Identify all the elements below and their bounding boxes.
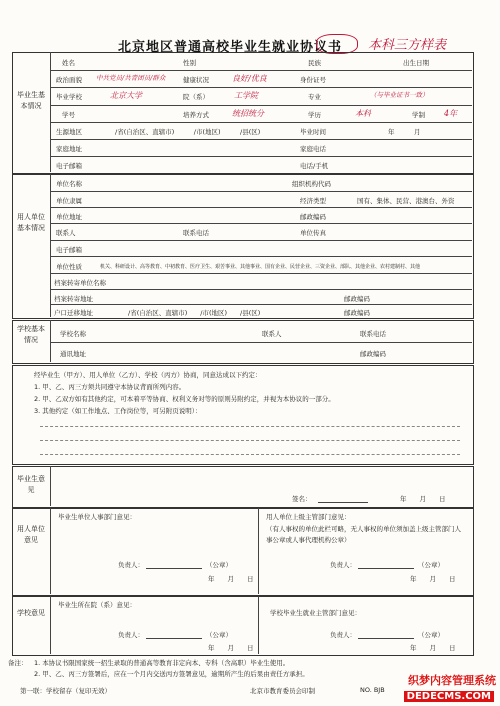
value-train: 统招统分: [232, 109, 264, 118]
watermark-site: 织梦内容管理系统: [408, 674, 496, 687]
agreement-block: [12, 365, 474, 465]
label-sid: 学号: [62, 111, 75, 119]
label-employer-name: 单位名称: [56, 180, 82, 188]
section-school-opinion: 学校意见: [17, 609, 45, 617]
label-ethnicity: 民族: [308, 59, 321, 67]
employer-superior-seal: （公章）: [418, 561, 444, 569]
label-gender: 性别: [183, 59, 196, 67]
label-employer-post: 邮政编码: [300, 213, 326, 221]
label-employer-addr: 单位地址: [56, 213, 82, 221]
label-employer-fax: 单位传真: [300, 229, 326, 237]
notes-item-2: 2. 甲、乙、丙三方签署后，应在一个月内交送丙方签署意见，逾期所产生的后果由责任方承担。: [34, 670, 309, 678]
value-years: 4年: [444, 109, 458, 118]
page-title: 北京地区普通高校毕业生就业协议书: [118, 40, 343, 55]
label-major: 专业: [308, 93, 321, 101]
value-nature-options: 机关、科研设计、高等教育、中初教育、医疗卫生、艰苦事业、其他事业、国有企业、民营企业、三资企业、部队、其他企业、农村建制村、其他: [100, 264, 421, 270]
employer-superior-person-label: 负责人：: [330, 561, 356, 569]
label-school: 毕业学校: [56, 93, 82, 101]
label-birth: 出生日期: [403, 59, 429, 67]
label-archive-post: 邮政编码: [344, 295, 370, 303]
label-school-addr: 通讯地址: [60, 350, 86, 358]
value-econ-options: 国有、集体、民营、港澳台、外资: [357, 197, 455, 205]
label-degree: 学历: [308, 111, 321, 119]
employer-superior-date: 年 月 日: [410, 575, 456, 583]
employer-hr-opinion-label: 毕业生单位人事部门意见：: [58, 513, 136, 521]
label-school-name: 学校名称: [60, 330, 86, 338]
handwritten-title-note: 本科三方样表: [368, 38, 447, 53]
section-school-label: 学校基本情况: [17, 325, 45, 344]
signature-label: 签名：: [292, 495, 312, 503]
label-school-contact: 联系人: [262, 330, 282, 338]
label-employer-belong: 单位隶属: [56, 197, 82, 205]
label-hukou-addr: 户口迁移地址: [54, 309, 93, 317]
label-hukou-post: 邮政编码: [344, 309, 370, 317]
value-major: （与毕业证书一致）: [370, 91, 429, 99]
footer-printer: 北京市教育委员会印制: [250, 687, 315, 695]
school-dept-seal: （公章）: [206, 631, 232, 639]
label-employer-contact: 联系人: [56, 229, 76, 237]
label-archive-addr: 档案转寄地址: [54, 295, 93, 303]
agreement-clause-3: 3. 其他约定（如工作地点、工作岗位等，可另附页说明）：: [34, 407, 202, 415]
footer-copy-label: 第一联：学校留存（复印无效）: [20, 687, 111, 695]
label-name: 姓名: [62, 59, 75, 67]
school-office-seal: （公章）: [418, 631, 444, 639]
label-employer-email: 电子邮箱: [56, 246, 82, 254]
label-home-phone: 家庭电话: [300, 145, 326, 153]
label-years: 学制: [412, 111, 425, 119]
employer-hr-seal: （公章）: [206, 561, 232, 569]
school-dept-date: 年 月 日: [208, 644, 254, 652]
label-employer-phone: 联系电话: [183, 229, 209, 237]
value-origin-template: /省(自治区、直辖市) /市(地区) /县(区): [115, 128, 261, 136]
label-politics: 政治面貌: [56, 76, 82, 84]
label-employer-nature: 单位性质: [56, 263, 82, 271]
label-econ-type: 经济类型: [300, 197, 326, 205]
school-dept-person-label: 负责人：: [118, 631, 144, 639]
employer-hr-date: 年 月 日: [208, 575, 254, 583]
employer-hr-person-label: 负责人：: [118, 561, 144, 569]
agreement-clause-2: 2. 甲、乙双方如有其他约定，可本着平等协商、权利义务对等的原则另附约定，并视为本协议的一部分。: [34, 395, 335, 403]
employer-superior-note: （有人事权的单位此栏可略，无人事权的单位须加盖上级主管部门人事公章或人事代理机构公章）: [266, 525, 461, 544]
label-home-addr: 家庭地址: [56, 145, 82, 153]
title-circle-mark: [316, 34, 358, 54]
watermark-domain: DEDECMS.COM: [404, 691, 494, 702]
section-student-opinion: 毕业生意见: [17, 475, 45, 494]
value-grad-time-template: 年 月: [388, 128, 421, 136]
employer-superior-opinion-label: 用人单位上级主管部门意见：: [266, 513, 351, 521]
label-school-phone: 联系电话: [360, 330, 386, 338]
section-employer-opinion: 用人单位意见: [17, 525, 45, 544]
label-grad-time: 毕业时间: [300, 128, 326, 136]
value-degree: 本科: [355, 109, 371, 118]
label-mobile: 电话/手机: [300, 162, 329, 170]
signature-date: 年 月 日: [400, 495, 446, 503]
agreement-intro: 经毕业生（甲方）、用人单位（乙方）、学校（丙方）协商，同意达成以下约定：: [34, 371, 262, 379]
label-archive-unit: 档案转寄单位名称: [54, 279, 106, 287]
footer-number: NO. BJB: [360, 686, 385, 694]
value-health: 良好/优良: [232, 74, 267, 83]
notes-item-1: 1. 本协议书限国家统一招生录取的普通高等教育非定向本、专科（含高职）毕业生使用。: [34, 659, 290, 667]
label-email: 电子邮箱: [56, 162, 82, 170]
value-politics: 中共党员/共青团员/群众: [96, 74, 166, 82]
school-dept-opinion-label: 毕业生所在院（系）意见：: [58, 601, 136, 609]
value-college: 工学院: [234, 91, 258, 100]
school-office-opinion-label: 学校毕业生就业主管部门意见：: [270, 609, 361, 617]
label-id: 身份证号: [300, 76, 326, 84]
label-org-code: 组织机构代码: [292, 180, 331, 188]
label-health: 健康状况: [183, 76, 209, 84]
section-employer-label: 用人单位基本情况: [17, 213, 45, 232]
section-student-label: 毕业生基本情况: [17, 91, 45, 110]
school-office-person-label: 负责人：: [330, 631, 356, 639]
school-office-date: 年 月 日: [410, 644, 456, 652]
value-school: 北京大学: [110, 91, 142, 100]
value-hukou-template: /省(自治区、直辖市) /市(地区) /县(区): [128, 309, 261, 317]
label-train: 培养方式: [183, 111, 209, 119]
agreement-clause-1: 1. 甲、乙、丙三方须共同遵守本协议背面所列内容。: [34, 383, 186, 391]
label-school-post: 邮政编码: [360, 350, 386, 358]
label-origin: 生源地区: [56, 128, 82, 136]
label-college: 院（系）: [183, 93, 209, 101]
notes-label: 备注：: [8, 659, 28, 667]
